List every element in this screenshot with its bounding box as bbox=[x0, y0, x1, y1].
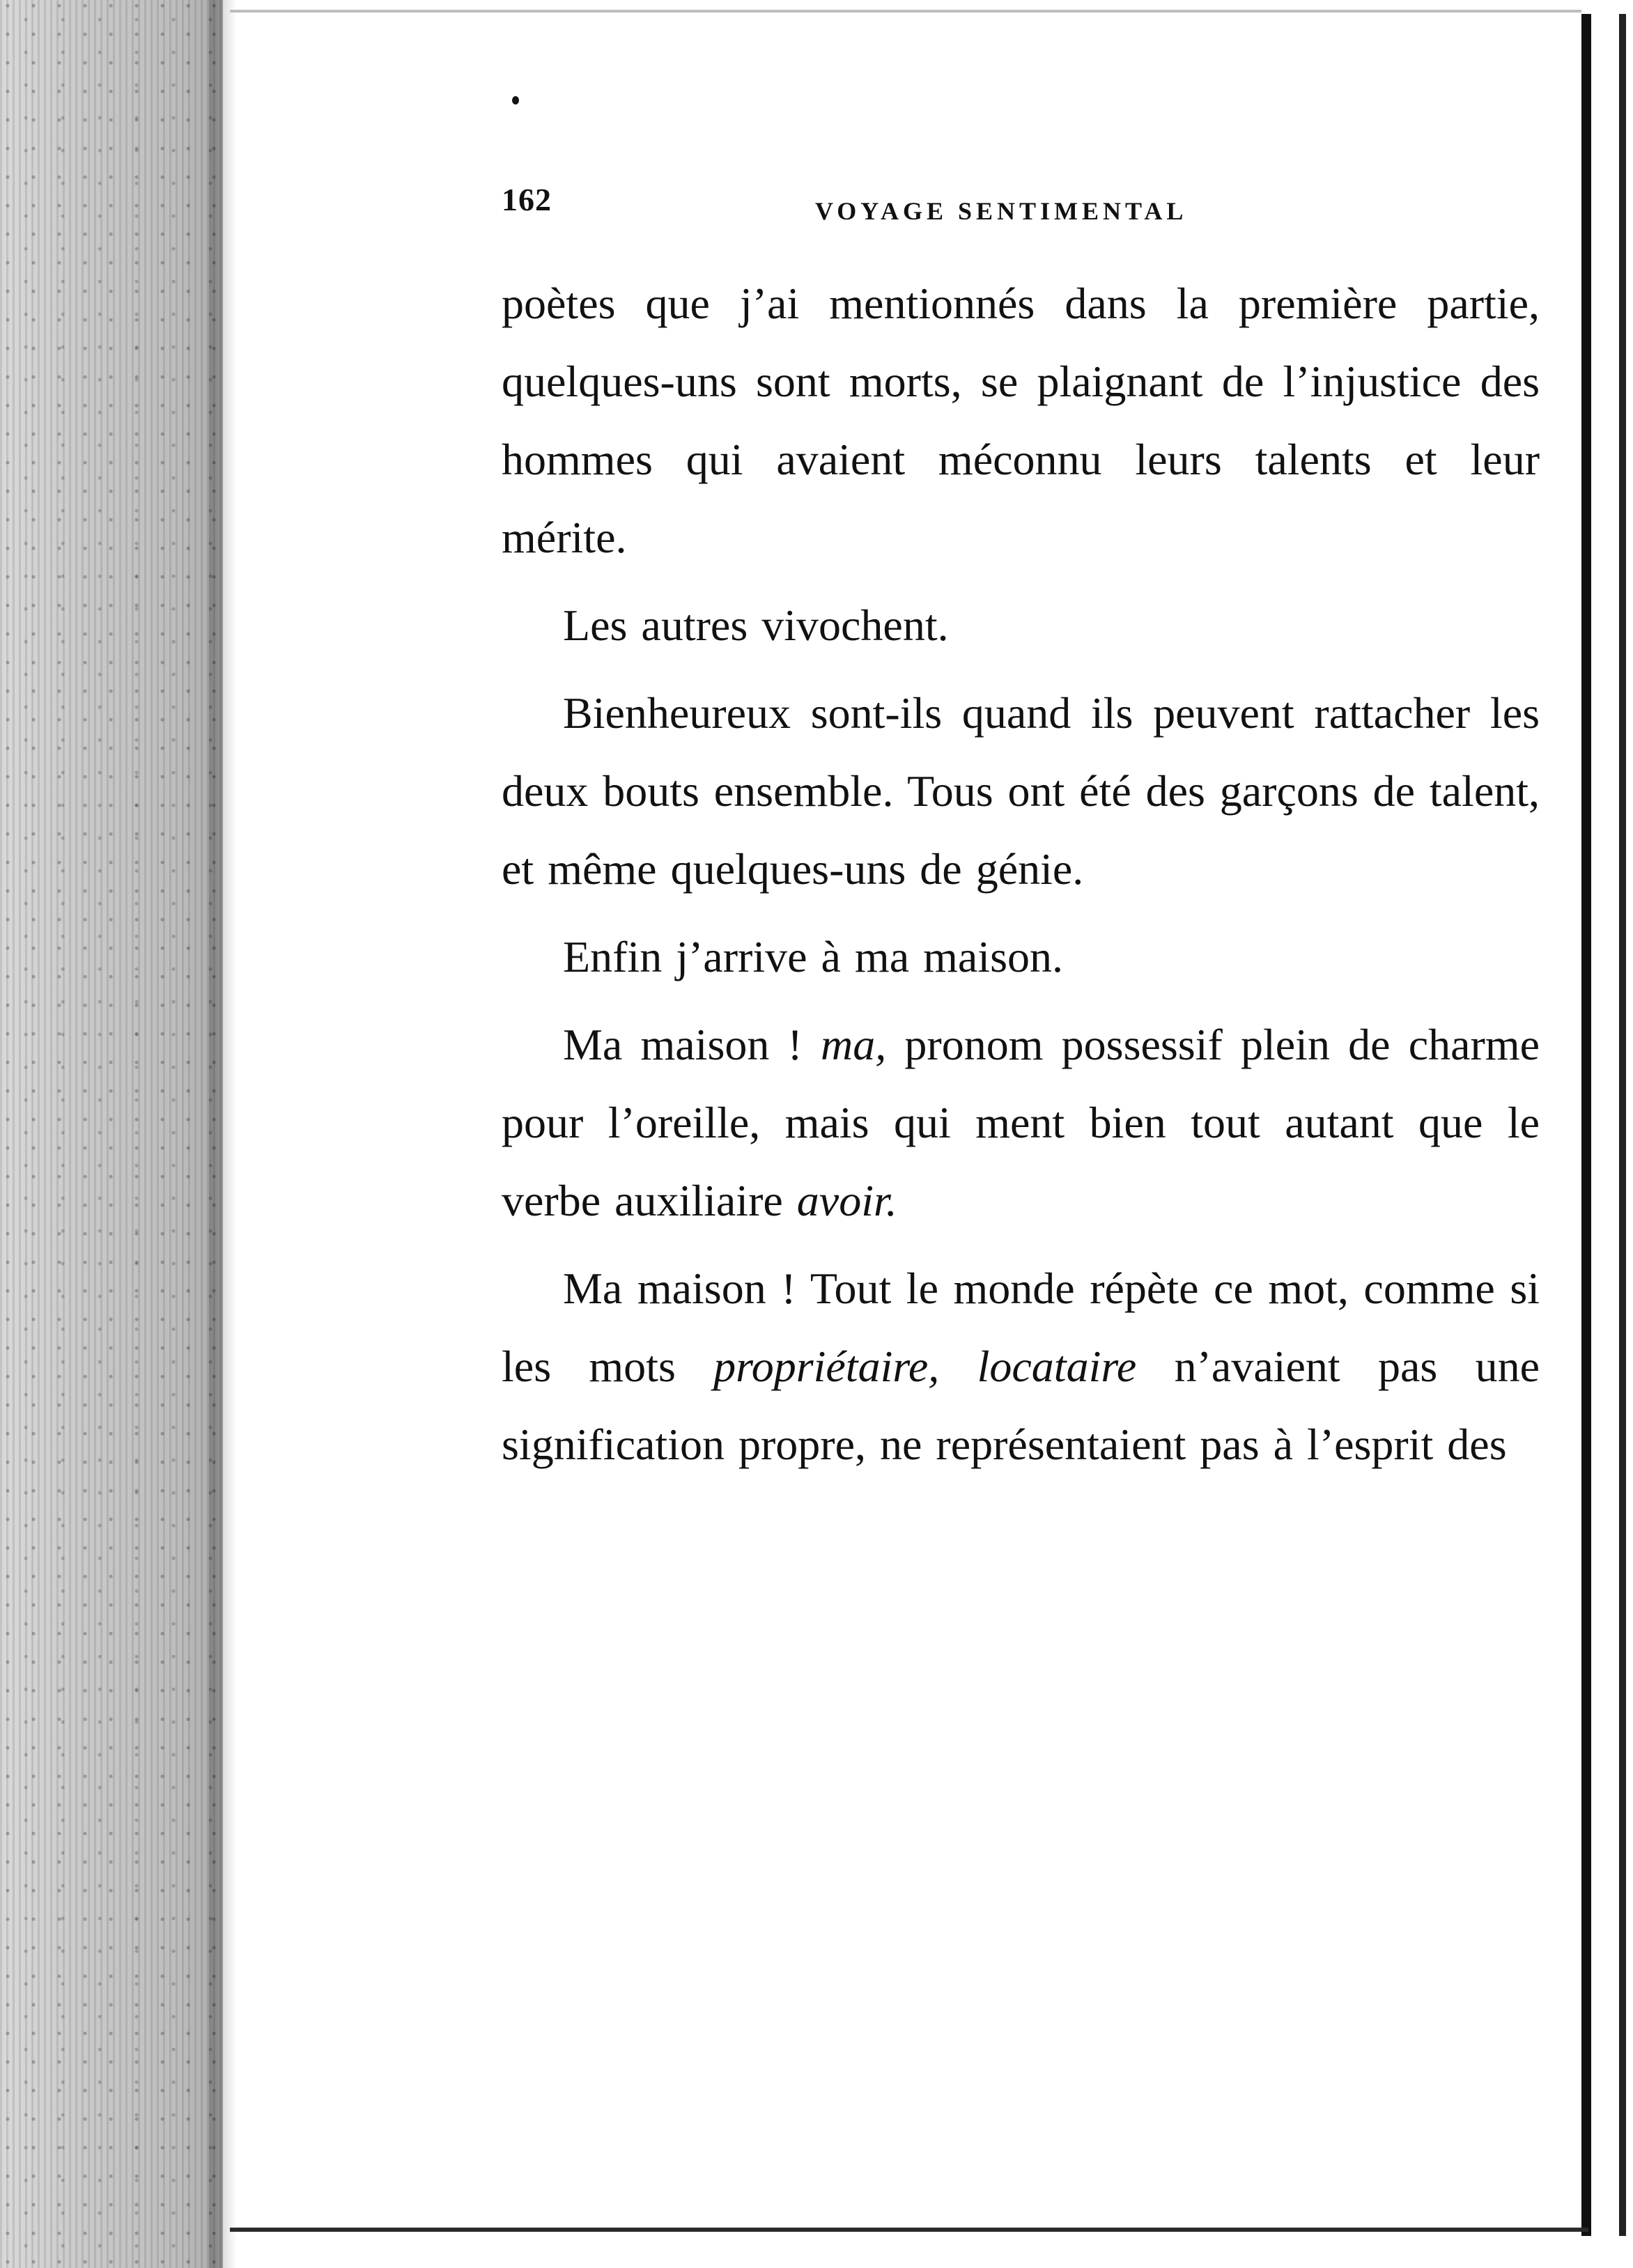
paragraph-6-text-a: Ma maison ! Tout le monde répète ce mot, comme si les mots bbox=[502, 1264, 1540, 1391]
bottom-edge bbox=[230, 2228, 1588, 2232]
paragraph-2: Les autres vivochent. bbox=[563, 600, 949, 650]
book-page bbox=[502, 167, 1561, 2187]
paragraph-5-text-a: Ma maison ! bbox=[563, 1020, 821, 1069]
paragraph-6-text-c: n’avaient pas une signification propre, ne représentaient pas à l’esprit des bbox=[502, 1342, 1540, 1469]
running-head bbox=[502, 167, 1561, 237]
paragraph-3: Bienheureux sont-ils quand ils peuvent rattacher les deux bouts ensemble. Tous ont été des garçons de talent, et même quelques-uns de génie. bbox=[502, 688, 1540, 894]
running-title: VOYAGE SENTIMENTAL bbox=[815, 197, 1188, 225]
page-body bbox=[502, 265, 1540, 1493]
page-number: 162 bbox=[502, 182, 552, 217]
paragraph-5-italic-avoir: avoir. bbox=[796, 1176, 897, 1225]
ink-speck bbox=[512, 96, 519, 104]
paragraph-1: poètes que j’ai mentionnés dans la première partie, quelques-uns sont morts, se plaignant de l’injustice des hommes qui avaient méconnu leurs talents et leur mérite. bbox=[502, 279, 1540, 562]
paragraph-5 bbox=[502, 1006, 1540, 1240]
paragraph-6-italic-terms: propriétaire, locataire bbox=[713, 1342, 1137, 1391]
right-border-line bbox=[1619, 14, 1626, 2236]
top-edge bbox=[230, 10, 1581, 13]
paragraph-5-italic-ma: ma, bbox=[821, 1020, 887, 1069]
paragraph-4: Enfin j’arrive à ma maison. bbox=[563, 932, 1063, 981]
paragraph-5-text-c: pronom possessif plein de charme pour l’oreille, mais qui ment bien tout autant que le verbe auxiliaire bbox=[502, 1020, 1540, 1225]
paragraph-6 bbox=[502, 1250, 1540, 1484]
gutter-shadow bbox=[209, 0, 237, 2268]
page-stack-edge bbox=[0, 0, 223, 2268]
